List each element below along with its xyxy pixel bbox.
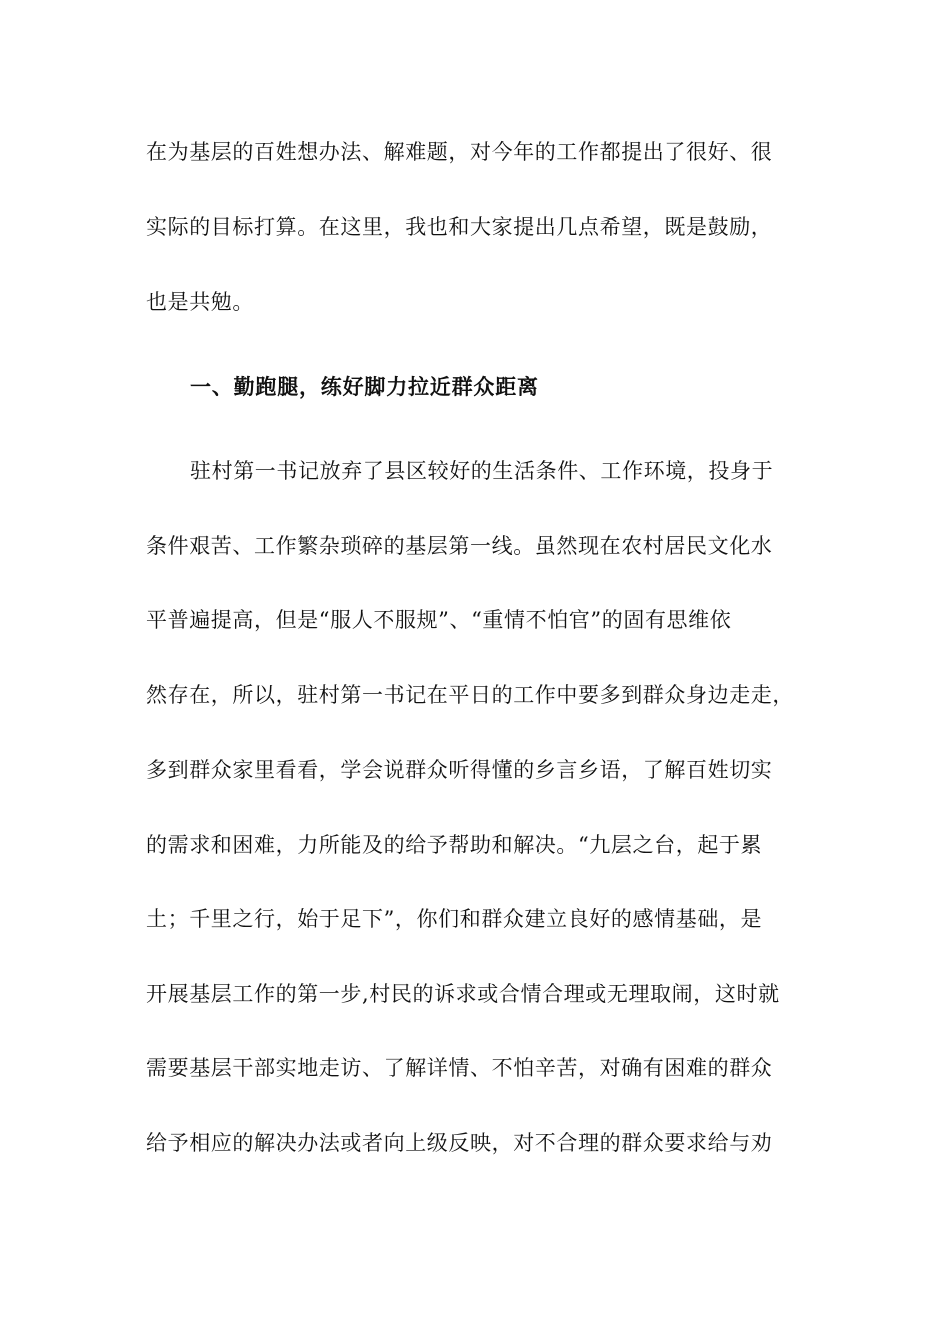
- paragraph-line: 开展基层工作的第一步,村民的诉求或合情合理或无理取闹，这时就: [146, 982, 780, 1006]
- paragraph-line: 的需求和困难，力所能及的给予帮助和解决。“九层之台，起于累: [146, 833, 763, 857]
- paragraph-line: 在为基层的百姓想办法、解难题，对今年的工作都提出了很好、很: [146, 140, 773, 164]
- paragraph-line: 条件艰苦、工作繁杂琐碎的基层第一线。虽然现在农村居民文化水: [146, 534, 773, 558]
- paragraph-line: 也是共勉。: [146, 290, 254, 314]
- paragraph-line: 多到群众家里看看，学会说群众听得懂的乡言乡语，了解百姓切实: [146, 758, 773, 782]
- paragraph-line: 给予相应的解决办法或者向上级反映，对不合理的群众要求给与劝: [146, 1131, 773, 1155]
- paragraph-line: 平普遍提高，但是“服人不服规”、“重情不怕官”的固有思维依: [146, 608, 732, 632]
- paragraph-line: 驻村第一书记放弃了县区较好的生活条件、工作环境，投身于: [190, 459, 774, 483]
- paragraph-line: 土；千里之行，始于足下”，你们和群众建立良好的感情基础，是: [146, 907, 763, 931]
- section-heading: 一、勤跑腿，练好脚力拉近群众距离: [190, 375, 539, 399]
- paragraph-line: 实际的目标打算。在这里，我也和大家提出几点希望，既是鼓励，: [146, 215, 773, 239]
- paragraph-line: 然存在，所以，驻村第一书记在平日的工作中要多到群众身边走走，: [146, 683, 794, 707]
- paragraph-line: 需要基层干部实地走访、了解详情、不怕辛苦，对确有困难的群众: [146, 1056, 773, 1080]
